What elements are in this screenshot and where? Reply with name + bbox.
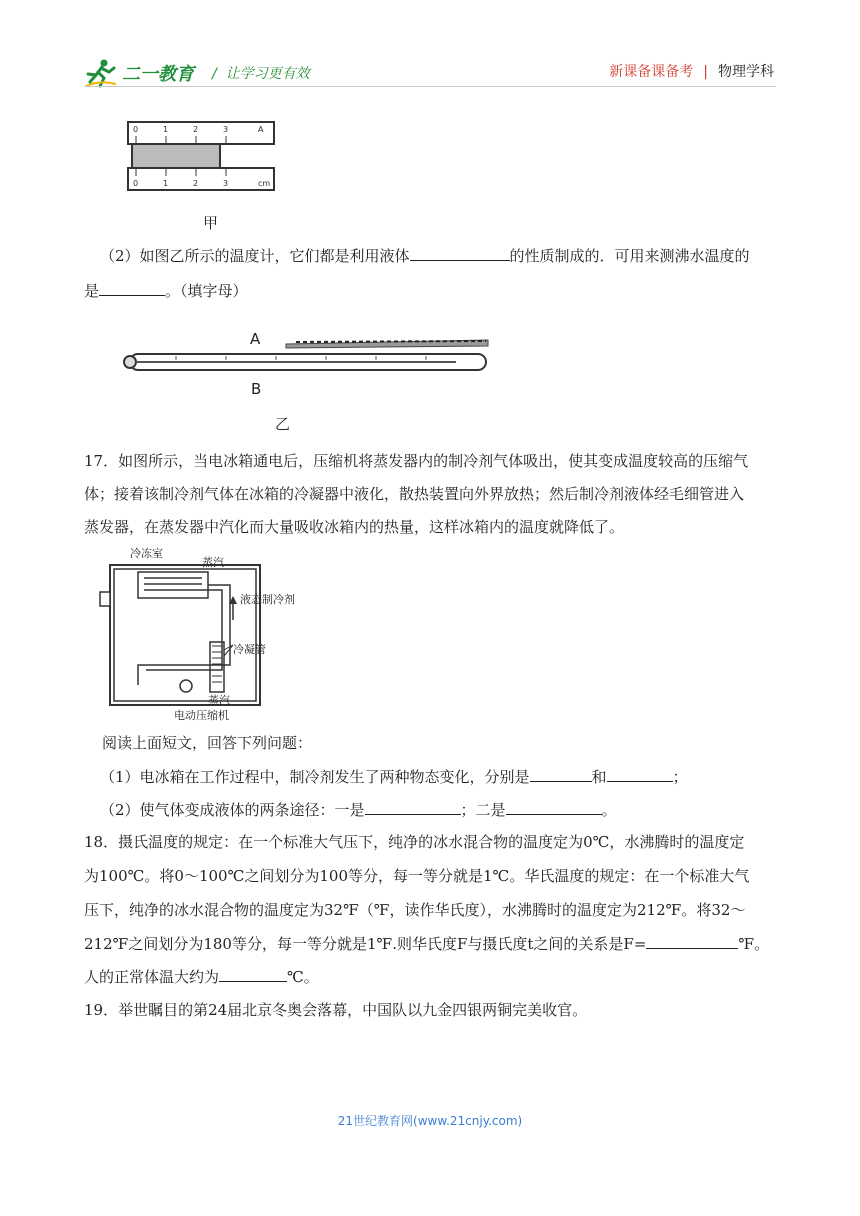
fridge-label-liquid-refrigerant: 液态制冷剂 bbox=[240, 593, 295, 606]
q17-line2: 体；接着该制冷剂气体在冰箱的冷凝器中液化，散热装置向外界放热；然后制冷剂液体经毛细管进入 bbox=[84, 485, 745, 503]
q17-sub1-blank-2 bbox=[607, 765, 673, 782]
q18-line1: 18．摄氏温度的规定：在一个标准大气压下，纯净的冰水混合物的温度定为0℃，水沸腾时的温度定 bbox=[84, 833, 745, 851]
q18-blank-temp bbox=[219, 965, 287, 982]
q18-blank-formula bbox=[646, 932, 738, 949]
q17-line1: 17．如图所示，当电冰箱通电后，压缩机将蒸发器内的制冷剂气体吸出，使其变成温度较高的压缩气 bbox=[84, 452, 749, 470]
header-divider bbox=[84, 86, 776, 87]
figure-yi-caption: 乙 bbox=[275, 415, 291, 433]
figure-jia-rulers bbox=[126, 120, 276, 200]
fridge-label-condenser: 冷凝管 bbox=[233, 643, 266, 656]
fridge-label-freezer: 冷冻室 bbox=[130, 547, 163, 560]
svg-text:3: 3 bbox=[223, 179, 229, 188]
svg-text:cm: cm bbox=[258, 179, 271, 188]
svg-text:0: 0 bbox=[133, 125, 139, 134]
runner-logo-icon bbox=[84, 58, 118, 88]
q16-2-blank-1 bbox=[410, 244, 510, 261]
svg-text:1: 1 bbox=[163, 179, 169, 188]
q16-2-blank-2 bbox=[99, 279, 165, 296]
q18-line5: 人的正常体温大约为 ℃。 bbox=[84, 962, 776, 992]
fridge-label-compressor: 电动压缩机 bbox=[174, 709, 229, 722]
q17-sub2-blank-1 bbox=[365, 798, 461, 815]
q17-sub1-blank-1 bbox=[530, 765, 592, 782]
fridge-label-vapor-bottom: 蒸汽 bbox=[208, 694, 230, 707]
q17-sub2: （2）使气体变成液体的两条途径：一是 ；二是 。 bbox=[84, 795, 776, 825]
q18-line2: 为100℃。将0～100℃之间划分为100等分，每一等分就是1℃。华氏温度的规定：在一个标准大气 bbox=[84, 867, 750, 885]
svg-text:2: 2 bbox=[193, 179, 199, 188]
fridge-label-vapor-top: 蒸汽 bbox=[202, 556, 224, 569]
svg-text:3: 3 bbox=[223, 125, 229, 134]
q17-read-prompt: 阅读上面短文，回答下列问题： bbox=[102, 734, 313, 752]
svg-text:A: A bbox=[258, 125, 264, 134]
header-right bbox=[609, 61, 774, 81]
figure-yi-label-b: B bbox=[251, 380, 262, 398]
q17-sub2-blank-2 bbox=[506, 798, 602, 815]
header-subject: 物理学科 bbox=[718, 64, 774, 80]
figure-jia-caption: 甲 bbox=[203, 214, 219, 232]
header-course-label: 新课备课备考 bbox=[609, 64, 694, 80]
svg-text:1: 1 bbox=[163, 125, 169, 134]
header-separator: | bbox=[703, 64, 708, 80]
svg-text:2: 2 bbox=[193, 125, 199, 134]
q16-2-line1: （2）如图乙所示的温度计，它们都是利用液体 的性质制成的．可用来测沸水温度的 bbox=[84, 241, 776, 271]
q17-sub1: （1）电冰箱在工作过程中，制冷剂发生了两种物态变化，分别是 和 ； bbox=[84, 762, 776, 792]
footer-source[interactable]: 21世纪教育网(www.21cnjy.com) bbox=[337, 1114, 523, 1128]
figure-fridge-diagram bbox=[98, 550, 308, 720]
q19-line1: 19．举世瞩目的第24届北京冬奥会落幕，中国队以九金四银两铜完美收官。 bbox=[84, 1001, 588, 1019]
figure-yi-label-a: A bbox=[250, 330, 261, 348]
svg-text:0: 0 bbox=[133, 179, 139, 188]
figure-yi-thermometers bbox=[116, 332, 494, 380]
q18-line4: 212℉之间划分为180等分，每一等分就是1℉.则华氏度F与摄氏度t之间的关系是F= ℉。 bbox=[84, 929, 776, 959]
brand-name: 二一教育 bbox=[122, 64, 194, 85]
q17-line3: 蒸发器，在蒸发器中汽化而大量吸收冰箱内的热量，这样冰箱内的温度就降低了。 bbox=[84, 518, 625, 536]
q16-2-line2: 是 。（填字母） bbox=[84, 276, 776, 306]
q18-line3: 压下，纯净的冰水混合物的温度定为32℉（℉，读作华氏度），水沸腾时的温度定为212℉。将32～ bbox=[84, 901, 746, 919]
header-logo bbox=[84, 58, 310, 88]
slogan: / 让学习更有效 bbox=[212, 66, 310, 82]
